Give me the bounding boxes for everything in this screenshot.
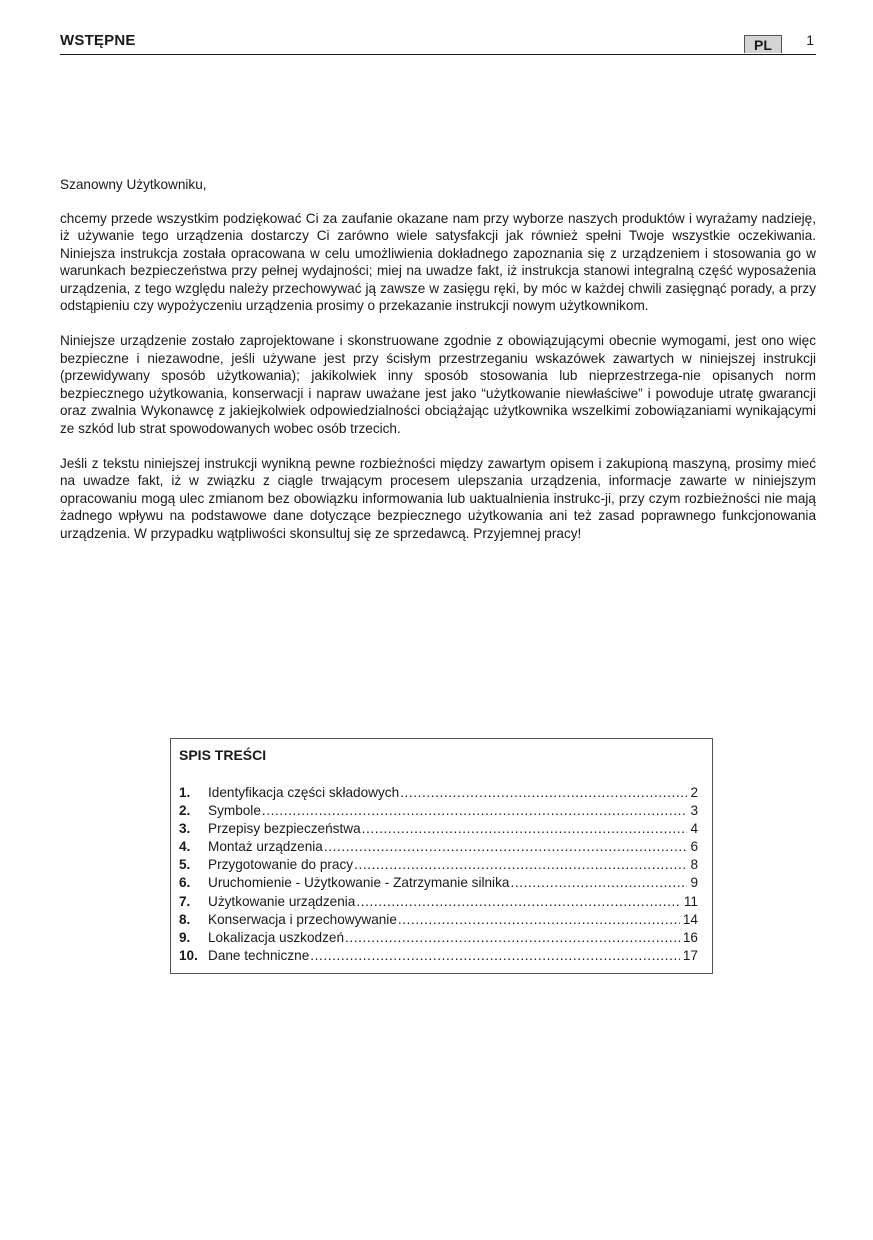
toc-entry[interactable] bbox=[179, 802, 698, 820]
toc-list bbox=[179, 784, 698, 965]
toc-entry-page: 8 bbox=[690, 857, 698, 873]
toc-entry[interactable] bbox=[179, 874, 698, 892]
toc-entry-number: 9. bbox=[179, 929, 191, 945]
toc-entry[interactable] bbox=[179, 893, 698, 911]
toc-entry-page: 6 bbox=[690, 839, 698, 855]
toc-entry-number: 6. bbox=[179, 875, 191, 891]
toc-title: SPIS TREŚCI bbox=[179, 747, 267, 763]
page-header bbox=[60, 30, 816, 55]
toc-entry[interactable] bbox=[179, 856, 698, 874]
intro-paragraph: chcemy przede wszystkim podziękować Ci za zaufanie okazane nam przy wyborze naszych produktów i wyrażamy nadzieję, iż używanie tego urządzenia dostarczy Ci zarówno wiele satysfakcji jak również spełni Twoje wszystkie oczekiwania. Niniejsza instrukcja została opracowana w celu umożliwienia dokładnego zapoznania się z urządzeniem i stosowania go w warunkach bezpieczeństwa przy pełnej wydajności; miej na uwadze fakt, iż instrukcja stanowi integralną część wyposażenia urządzenia, z tego względu należy przechowywać ją zawsze w zasięgu ręki, by móc w każdej chwili zasięgnąć porady, a przy odstąpieniu czy wypożyczeniu urządzenia prosimy o przekazanie instrukcji nowym użytkownikom. bbox=[60, 210, 816, 313]
toc-entry-label: Symbole bbox=[208, 803, 261, 819]
toc-entry-number: 10. bbox=[179, 947, 198, 963]
salutation: Szanowny Użytkowniku, bbox=[60, 177, 207, 192]
toc-entry[interactable] bbox=[179, 784, 698, 802]
section-title: WSTĘPNE bbox=[60, 32, 136, 49]
toc-entry-number: 7. bbox=[179, 893, 191, 909]
toc-entry-label: Montaż urządzenia bbox=[208, 839, 323, 855]
toc-entry-label: Dane techniczne bbox=[208, 947, 310, 963]
toc-dot-leader bbox=[398, 911, 680, 929]
toc-dot-leader bbox=[310, 947, 680, 965]
toc-dot-leader bbox=[324, 838, 688, 856]
intro-paragraph: Jeśli z tekstu niniejszej instrukcji wynikną pewne rozbieżności między zawartym opisem i zakupioną maszyną, prosimy mieć na uwadze fakt, iż w związku z ciągle trwającym procesem ulepszania urządzenia, informacje zawarte w niniejszym opracowaniu mogą ulec zmianom bez obowiązku informowania lub uaktualnienia instrukc-ji, przy czym rozbieżności nie mają żadnego wpływu na podstawowe dane dotyczące bezpiecznego użytkowania ani też zasad poprawnego funkcjonowania urządzenia. W przypadku wątpliwości skonsultuj się ze sprzedawcą. Przyjemnej pracy! bbox=[60, 455, 816, 541]
toc-entry-number: 4. bbox=[179, 839, 191, 855]
toc-entry-page: 17 bbox=[682, 947, 698, 963]
toc-entry-label: Lokalizacja uszkodzeń bbox=[208, 929, 345, 945]
toc-entry-number: 5. bbox=[179, 857, 191, 873]
toc-dot-leader bbox=[362, 820, 688, 838]
toc-dot-leader bbox=[356, 893, 681, 911]
toc-dot-leader bbox=[262, 802, 688, 820]
toc-entry-label: Przepisy bezpieczeństwa bbox=[208, 821, 361, 837]
toc-entry-number: 8. bbox=[179, 911, 191, 927]
toc-dot-leader bbox=[400, 784, 687, 802]
toc-entry[interactable] bbox=[179, 911, 698, 929]
toc-dot-leader bbox=[354, 856, 687, 874]
intro-text bbox=[60, 176, 816, 560]
intro-paragraph: Niniejsze urządzenie zostało zaprojektowane i skonstruowane zgodnie z obowiązującymi obecnie wymogami, jest ono więc bezpieczne i niezawodne, jeśli używane jest przy ścisłym przestrzeganiu wskazówek zawartych w niniejszej instrukcji (przewidywany sposób użytkowania); jakikolwiek inny sposób stosowania lub nieprzestrzega-nie opisanych norm bezpiecznego użytkowania, konserwacji i napraw uważane jest jako “użytkowanie niewłaściwe” i powoduje utratę gwarancji oraz zwalnia Wykonawcę z jakiejkolwiek odpowiedzialności obciążając użytkownika wszelkimi zobowiązaniami wynikającymi ze szkód lub strat spowodowanych wobec osób trzecich. bbox=[60, 333, 816, 436]
toc-entry-page: 9 bbox=[690, 875, 698, 891]
toc-entry-page: 14 bbox=[682, 911, 698, 927]
page-number: 1 bbox=[806, 32, 814, 48]
toc-entry-number: 1. bbox=[179, 785, 191, 800]
toc-entry-number: 2. bbox=[179, 803, 191, 819]
toc-entry-label: Uruchomienie - Użytkowanie - Zatrzymanie silnika bbox=[208, 875, 510, 891]
toc-entry-label: Przygotowanie do pracy bbox=[208, 857, 354, 873]
toc-entry-page: 4 bbox=[690, 821, 698, 837]
toc-entry-page: 3 bbox=[690, 803, 698, 819]
toc-dot-leader bbox=[345, 929, 680, 947]
toc-dot-leader bbox=[510, 874, 687, 892]
table-of-contents bbox=[170, 738, 713, 974]
toc-entry-label: Identyfikacja części składowych bbox=[208, 785, 400, 800]
toc-entry-page: 2 bbox=[690, 785, 698, 800]
toc-entry-page: 16 bbox=[682, 929, 698, 945]
toc-entry[interactable] bbox=[179, 929, 698, 947]
toc-entry-page: 11 bbox=[683, 893, 698, 909]
toc-entry[interactable] bbox=[179, 820, 698, 838]
toc-entry[interactable] bbox=[179, 947, 698, 965]
toc-entry-number: 3. bbox=[179, 821, 191, 837]
toc-entry-label: Konserwacja i przechowywanie bbox=[208, 911, 397, 927]
toc-entry-label: Użytkowanie urządzenia bbox=[208, 893, 356, 909]
toc-entry[interactable] bbox=[179, 838, 698, 856]
language-badge: PL bbox=[744, 35, 782, 53]
